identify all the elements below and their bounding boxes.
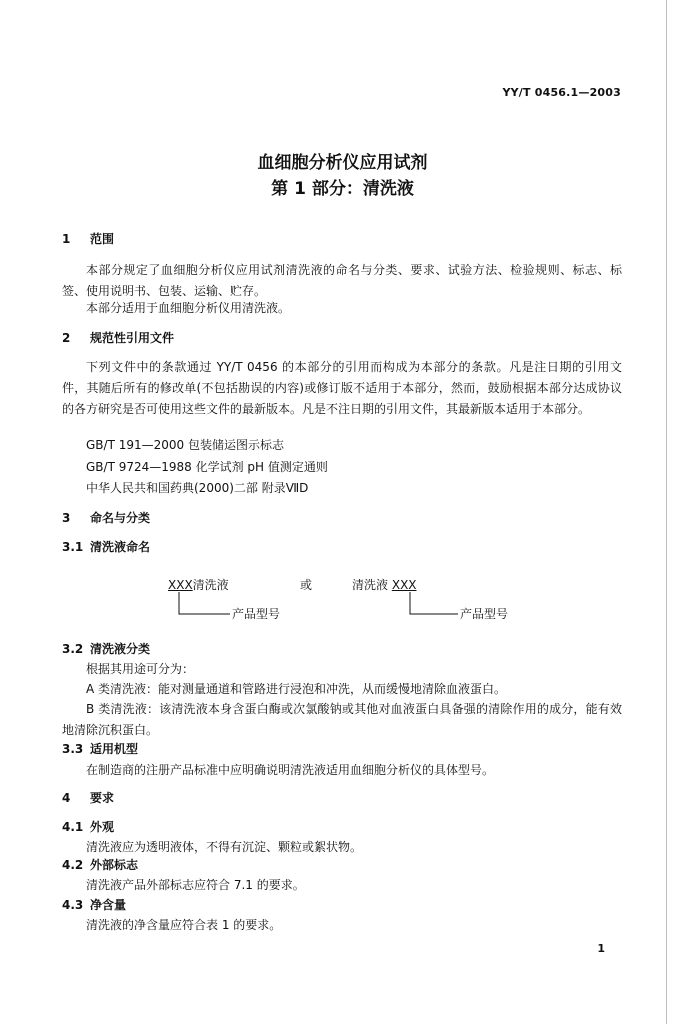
naming-code: XXX (168, 578, 193, 592)
section-number: 1 (62, 232, 71, 246)
section-2-paragraph: 下列文件中的条款通过 YY/T 0456 的本部分的引用而构成为本部分的条款。凡是注日期的引用文件，其随后所有的修改单(不包括勘误的内容)或修订版不适用于本部分，然而，鼓励根据本部分达成协议的各方研究是否可使用这些文件的最新版本。凡是不注日期的引用文件，其最新版本适用于本部分。 (62, 360, 622, 416)
subsection-title: 净含量 (90, 898, 127, 912)
appearance-text: 清洗液应为透明液体，不得有沉淀、颗粒或絮状物。 (86, 840, 363, 854)
subsection-4-1-heading (62, 818, 114, 835)
section-4-heading (62, 789, 114, 806)
section-1-paragraph: 本部分规定了血细胞分析仪应用试剂清洗液的命名与分类、要求、试验方法、检验规则、标志、标签、使用说明书、包装、运输、贮存。 (62, 263, 622, 298)
external-mark-text: 清洗液产品外部标志应符合 7.1 的要求。 (86, 878, 305, 892)
classification-b: B 类清洗液：该清洗液本身含蛋白酶或次氯酸钠或其他对血液蛋白具备强的清除作用的成分，能有效地清除沉积蛋白。 (62, 702, 622, 737)
reference-item: GB/T 191—2000 包装储运图示标志 (86, 438, 284, 452)
naming-or: 或 (300, 578, 313, 592)
reference-item: 中华人民共和国药典(2000)二部 附录ⅦD (86, 481, 309, 495)
section-number: 3 (62, 511, 71, 525)
subsection-number: 3.2 (62, 642, 84, 656)
classification-intro: 根据其用途可分为： (86, 662, 195, 676)
section-title: 范围 (90, 232, 115, 246)
subsection-3-2-heading (62, 640, 150, 657)
page-number: 1 (597, 942, 605, 955)
section-number: 2 (62, 331, 71, 345)
section-title: 命名与分类 (90, 511, 151, 525)
subsection-4-2-heading (62, 856, 138, 873)
naming-code: XXX (391, 578, 417, 592)
subsection-4-3-heading (62, 896, 126, 913)
section-number: 4 (62, 791, 71, 805)
standard-number: YY/T 0456.1—2003 (502, 86, 621, 99)
subsection-number: 3.1 (62, 540, 84, 554)
net-content-text: 清洗液的净含量应符合表 1 的要求。 (86, 918, 282, 932)
subsection-title: 外观 (90, 820, 115, 834)
naming-word: 清洗液 (192, 578, 229, 592)
reference-item: GB/T 9724—1988 化学试剂 pH 值测定通则 (86, 460, 328, 474)
product-model-label: 产品型号 (460, 607, 509, 621)
section-title: 规范性引用文件 (90, 331, 175, 345)
subsection-title: 适用机型 (90, 742, 139, 756)
subsection-title: 清洗液命名 (90, 540, 151, 554)
subsection-title: 清洗液分类 (90, 642, 151, 656)
document-subtitle: 第 1 部分：清洗液 (271, 179, 414, 199)
classification-a: A 类清洗液：能对测量通道和管路进行浸泡和冲洗，从而缓慢地清除血液蛋白。 (86, 682, 507, 696)
subsection-3-3-heading (62, 740, 138, 757)
applicable-model-text: 在制造商的注册产品标准中应明确说明清洗液适用血细胞分析仪的具体型号。 (86, 763, 495, 777)
subsection-number: 4.3 (62, 898, 84, 912)
naming-word: 清洗液 (352, 578, 389, 592)
subsection-number: 3.3 (62, 742, 84, 756)
product-model-label: 产品型号 (232, 607, 281, 621)
subsection-number: 4.2 (62, 858, 84, 872)
section-title: 要求 (90, 791, 115, 805)
subsection-number: 4.1 (62, 820, 84, 834)
document-title: 血细胞分析仪应用试剂 (257, 153, 428, 173)
subsection-title: 外部标志 (90, 858, 139, 872)
section-1-paragraph: 本部分适用于血细胞分析仪用清洗液。 (86, 301, 291, 315)
